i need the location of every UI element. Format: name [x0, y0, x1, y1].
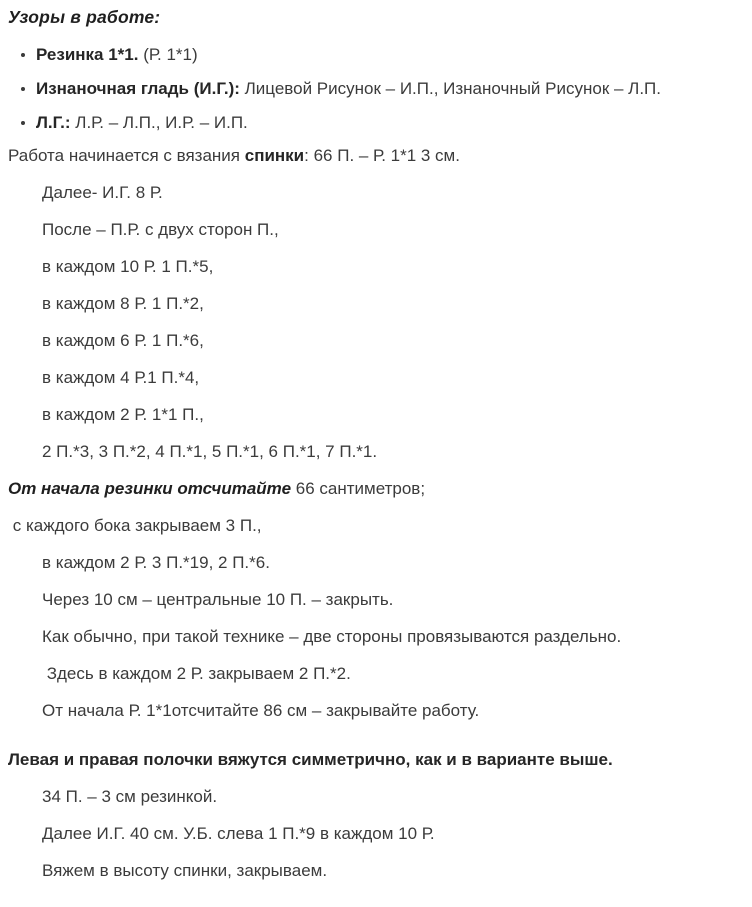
- instruction-line: Вяжем в высоту спинки, закрываем.: [42, 861, 328, 881]
- pattern-definition: Лицевой Рисунок – И.П., Изнаночный Рисунок – Л.П.: [239, 78, 661, 98]
- patterns-bullet-list: [8, 44, 742, 135]
- instruction-line: После – П.Р. с двух сторон П.,: [42, 220, 279, 240]
- instruction-line: в каждом 6 Р. 1 П.*6,: [42, 331, 204, 351]
- paragraph-polochki: Левая и правая полочки вяжутся симметрично, как и в варианте выше.: [8, 750, 613, 770]
- paragraph-work-start: [8, 145, 742, 168]
- instruction-line: в каждом 4 Р.1 П.*4,: [42, 368, 200, 388]
- pattern-term: Изнаночная гладь (И.Г.):: [36, 78, 240, 98]
- instruction-line: в каждом 2 Р. 1*1 П.,: [42, 405, 204, 424]
- text-run: 66 сантиметров;: [291, 478, 426, 498]
- paragraph-boka: с каждого бока закрываем 3 П.,: [8, 515, 262, 535]
- text-run: : 66 П. – Р. 1*1 3 см.: [304, 146, 460, 166]
- pattern-definition: (Р. 1*1): [138, 44, 198, 64]
- instruction-line: 34 П. – 3 см резинкой.: [42, 787, 218, 807]
- instruction-line: Здесь в каждом 2 Р. закрываем 2 П.*2.: [42, 663, 351, 683]
- text-run-bold-italic: От начала резинки отсчитайте: [8, 478, 292, 498]
- document-title: Узоры в работе:: [8, 7, 161, 27]
- pattern-term: Л.Г.:: [36, 112, 71, 132]
- text-run-bold: спинки: [244, 146, 305, 166]
- instruction-line: в каждом 2 Р. 3 П.*19, 2 П.*6.: [42, 552, 270, 572]
- instruction-line: Далее И.Г. 40 см. У.Б. слева 1 П.*9 в каждом 10 Р.: [42, 824, 435, 844]
- instruction-line: 2 П.*3, 3 П.*2, 4 П.*1, 5 П.*1, 6 П.*1, 7 П.*1.: [42, 441, 378, 461]
- list-item: [36, 44, 742, 67]
- text-run: Работа начинается с вязания: [8, 146, 245, 166]
- pattern-term: Резинка 1*1.: [36, 44, 139, 64]
- instruction-line: От начала Р. 1*1отсчитайте 86 см – закрывайте работу.: [42, 700, 480, 720]
- list-item: [36, 112, 742, 135]
- paragraph-rezinka-count: [8, 478, 742, 501]
- instruction-line: Как обычно, при такой технике – две стороны провязываются раздельно.: [42, 626, 622, 646]
- instruction-line: в каждом 8 Р. 1 П.*2,: [42, 294, 204, 314]
- instruction-line: Далее- И.Г. 8 Р.: [42, 183, 163, 203]
- instruction-line: в каждом 10 Р. 1 П.*5,: [42, 257, 214, 277]
- pattern-definition: Л.Р. – Л.П., И.Р. – И.П.: [70, 112, 248, 132]
- list-item: [36, 78, 742, 101]
- instruction-line: Через 10 см – центральные 10 П. – закрыть.: [42, 589, 394, 609]
